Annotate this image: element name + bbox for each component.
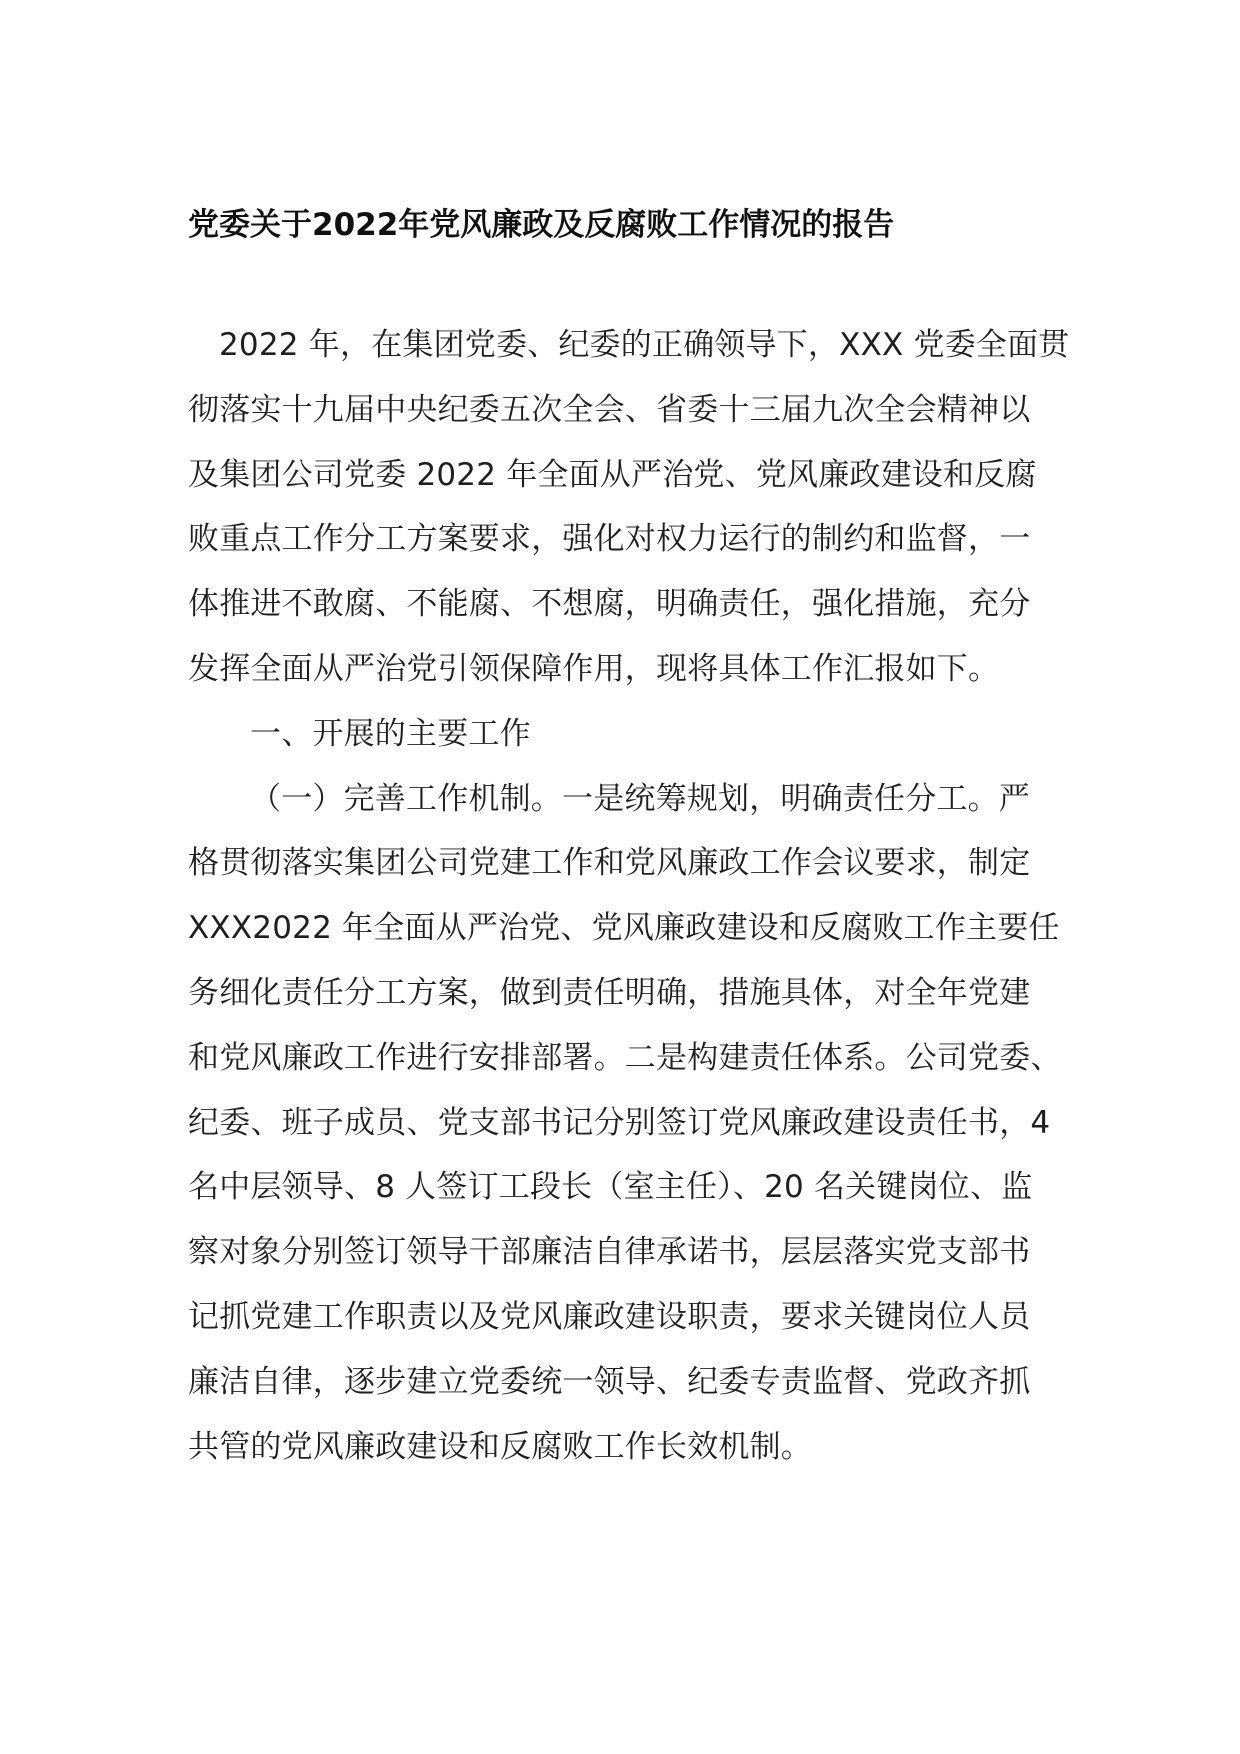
paragraph-line: 廉洁自律，逐步建立党委统一领导、纪委专责监督、党政齐抓 bbox=[188, 1363, 1031, 1400]
paragraph-line: 记抓党建工作职责以及党风廉政建设职责，要求关键岗位人员 bbox=[188, 1298, 1031, 1335]
paragraph-line: 体推进不敢腐、不能腐、不想腐，明确责任，强化措施，充分 bbox=[188, 586, 1031, 623]
section-heading: 一、开展的主要工作 bbox=[250, 715, 531, 752]
paragraph-line: 名中层领导、8 人签订工段长（室主任）、20 名关键岗位、监 bbox=[188, 1169, 1033, 1206]
paragraph-line: 和党风廉政工作进行安排部署。二是构建责任体系。公司党委、 bbox=[188, 1039, 1062, 1076]
paragraph-line: 2022 年，在集团党委、纪委的正确领导下，XXX 党委全面贯 bbox=[219, 327, 1070, 363]
paragraph-line: 彻落实十九届中央纪委五次全会、省委十三届九次全会精神以 bbox=[188, 391, 1031, 428]
document-body bbox=[188, 313, 1078, 1479]
paragraph-line: 格贯彻落实集团公司党建工作和党风廉政工作会议要求，制定 bbox=[188, 845, 1031, 882]
document-title: 党委关于2022年党风廉政及反腐败工作情况的报告 bbox=[188, 207, 895, 243]
paragraph-line: 纪委、班子成员、党支部书记分别签订党风廉政建设责任书，4 bbox=[188, 1104, 1051, 1141]
paragraph-line: 败重点工作分工方案要求，强化对权力运行的制约和监督，一 bbox=[188, 521, 1031, 558]
paragraph-line: 察对象分别签订领导干部廉洁自律承诺书，层层落实党支部书 bbox=[188, 1234, 1031, 1271]
paragraph-line: 发挥全面从严治党引领保障作用，现将具体工作汇报如下。 bbox=[188, 650, 1000, 687]
paragraph-line: XXX2022 年全面从严治党、党风廉政建设和反腐败工作主要任 bbox=[188, 910, 1060, 947]
paragraph-line: 务细化责任分工方案，做到责任明确，措施具体，对全年党建 bbox=[188, 974, 1031, 1011]
paragraph-line: 共管的党风廉政建设和反腐败工作长效机制。 bbox=[188, 1428, 812, 1465]
subsection-heading-line: （一）完善工作机制。一是统筹规划，明确责任分工。严 bbox=[250, 780, 1030, 817]
paragraph-line: 及集团公司党委 2022 年全面从严治党、党风廉政建设和反腐 bbox=[188, 456, 1037, 493]
